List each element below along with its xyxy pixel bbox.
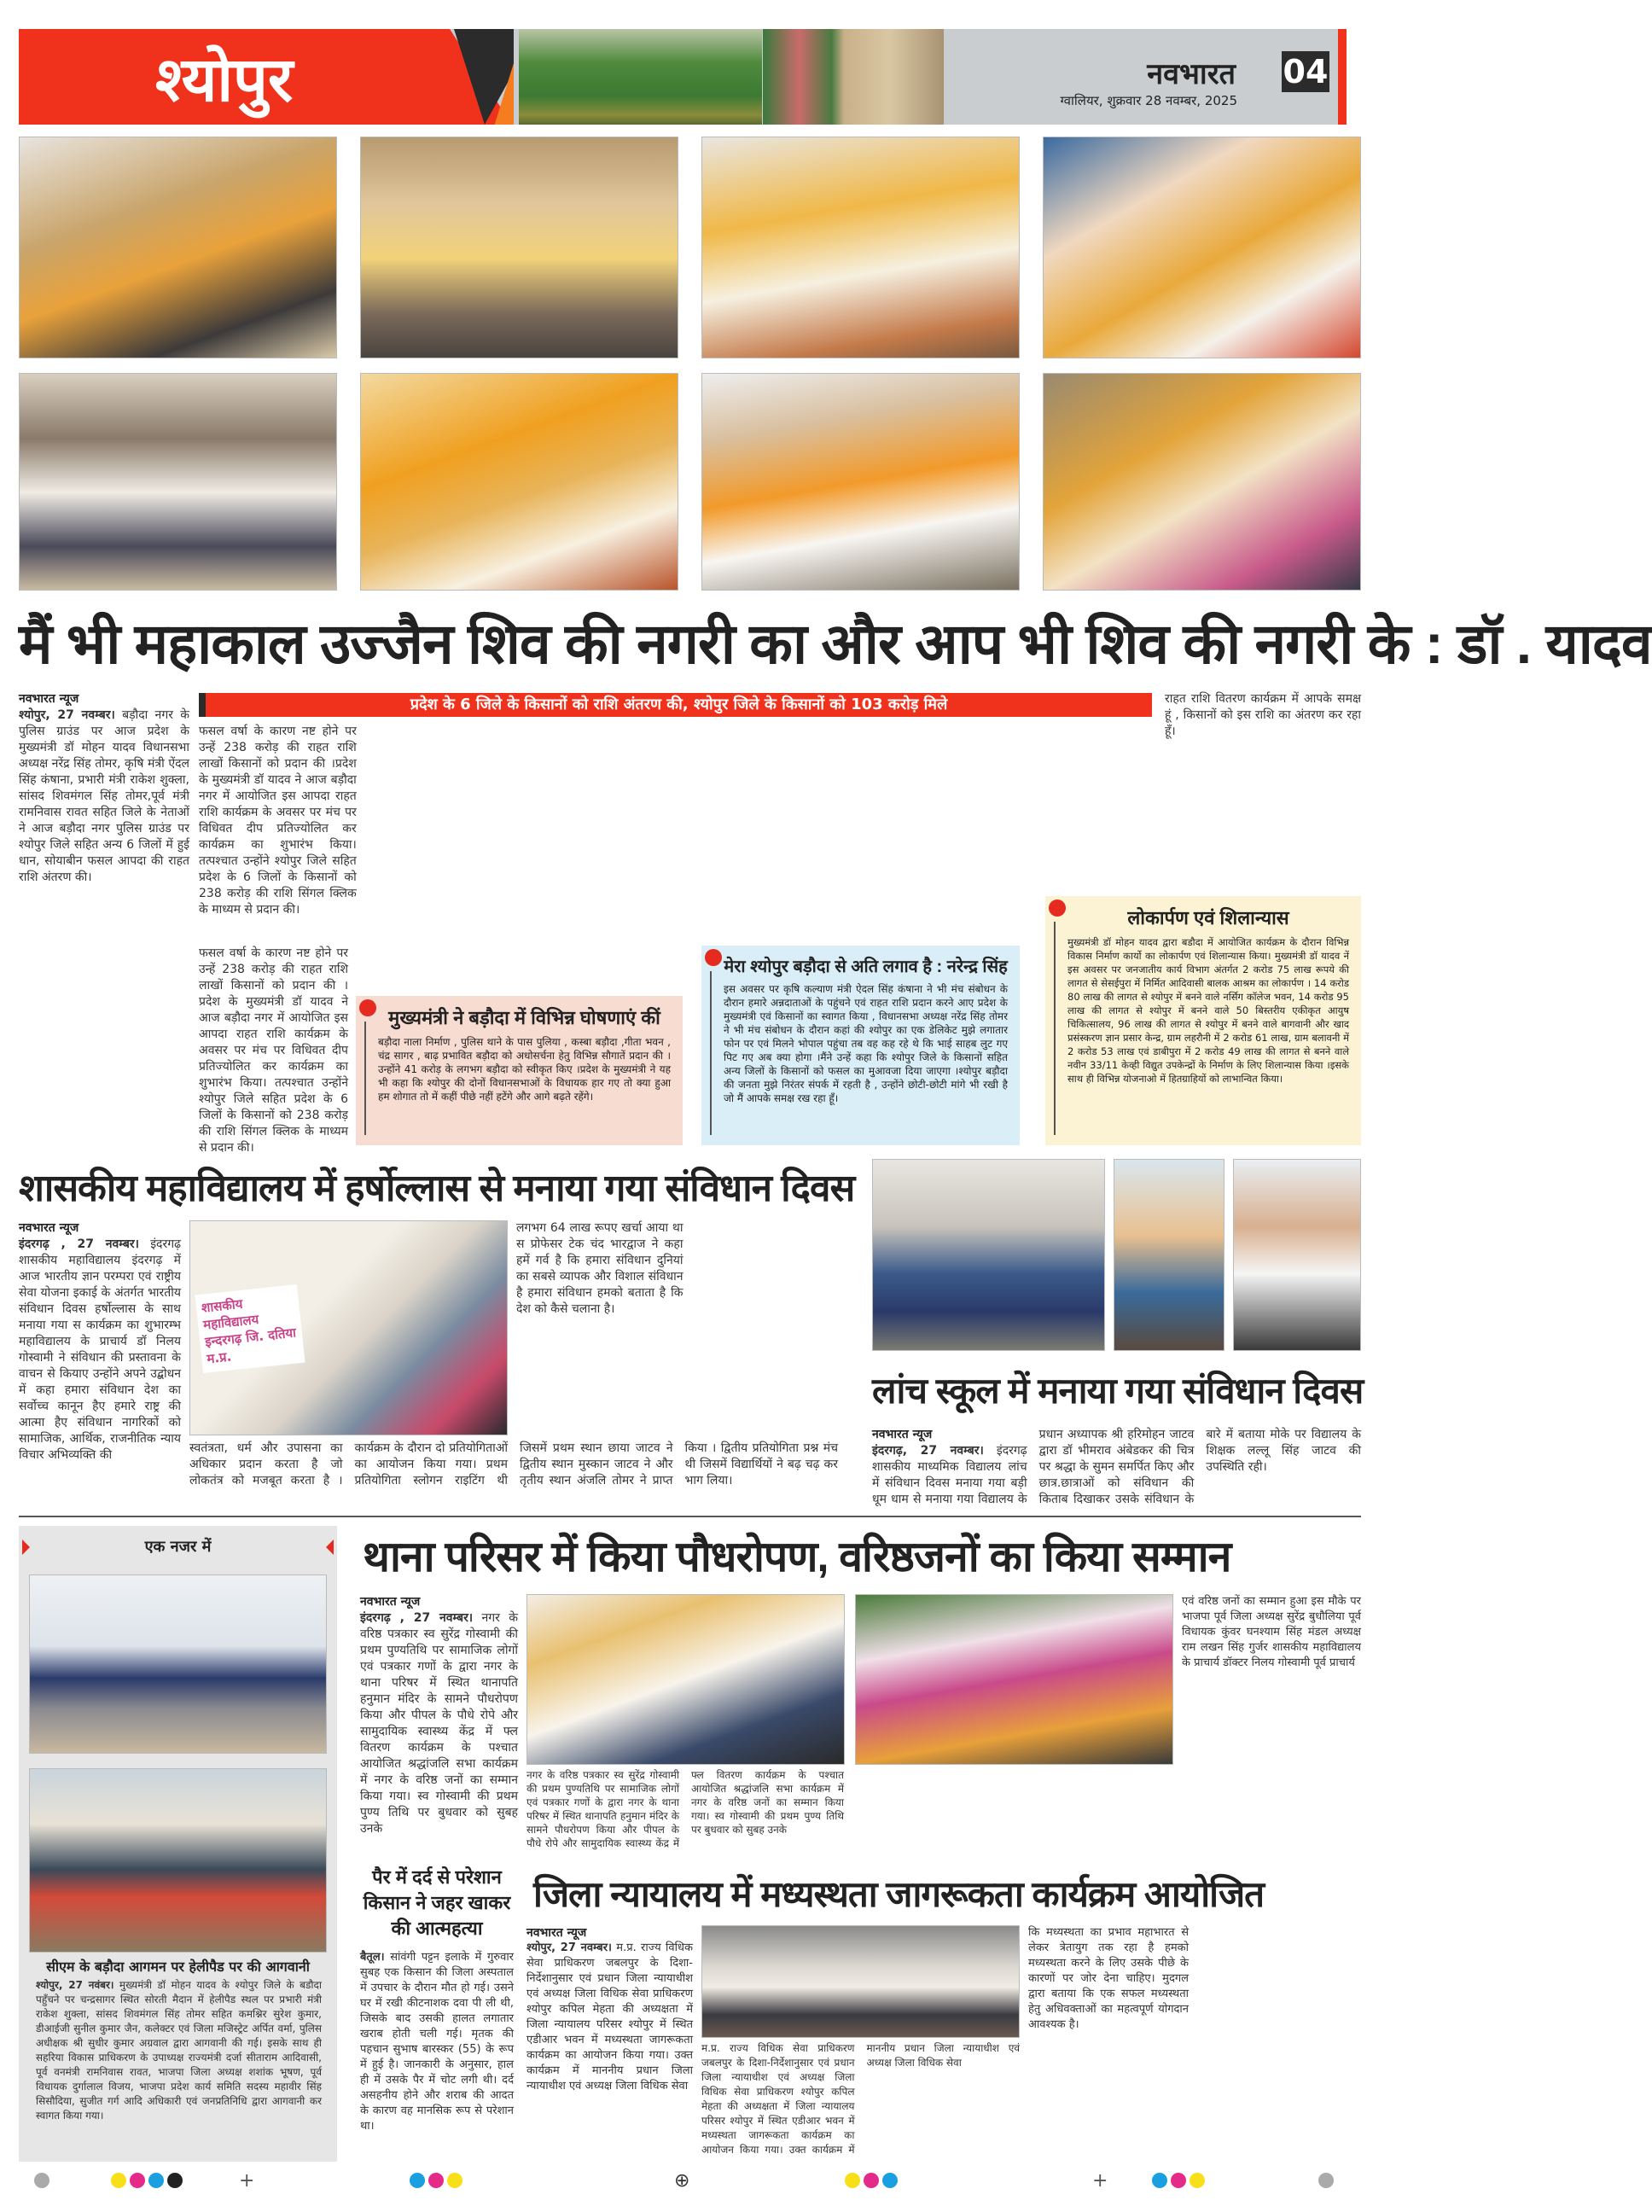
- lead-subhead: प्रदेश के 6 जिले के किसानों को राशि अंतरण की, श्योपुर जिले के किसानों को 103 करोड़ मिले: [410, 696, 948, 713]
- body-text: इंदरगढ़ शासकीय माध्यमिक विद्यालय लांच में संविधान दिवस मनाया गया बड़ी धूम धाम से मनाया गया विद्यालय के प्रधान अध्यापक श्री हरिमोहन जाटव द्वारा डॉ भीमराव अंबेडकर की चित्र पर श्रद्धा के सुमन समर्पित किए और छात्र.छात्राओं को संविधान की किताब दिखाकर उसके संविधान के बारे में बताया मोके पर विद्यालय के शिक्षक लल्लू सिंह जाटव की उपस्थिति रही।: [872, 1428, 1361, 1506]
- event-photo-3: [701, 137, 1020, 358]
- college-story-body3: [516, 1220, 862, 1500]
- quote-mark-icon: [705, 949, 722, 966]
- plantation-photo: [855, 1594, 1173, 1765]
- dateline: श्योपुर, 27 नवम्बर।: [526, 1941, 612, 1954]
- helicopter-photo: [29, 1575, 327, 1754]
- dateline: श्योपुर, 27 नवंबर।: [36, 1979, 114, 1991]
- dateline: श्योपुर, 27 नवम्बर।: [19, 708, 115, 722]
- welcome-photo: [29, 1768, 327, 1953]
- school-headline: लांच स्कूल में मनाया गया संविधान दिवस: [872, 1371, 1364, 1411]
- dateline: इंदरगढ़, 27 नवम्बर।: [872, 1444, 984, 1458]
- byline: नवभारत न्यूज: [526, 1926, 587, 1940]
- byline: नवभारत न्यूज: [872, 1428, 933, 1441]
- body-text: राहत राशि वितरण कार्यक्रम में आपके समक्ष हूं , किसानों को इस राशि का अंतरण कर रहा हूँ।: [1165, 692, 1361, 738]
- masthead: [19, 29, 1347, 125]
- court-program-photo: [701, 1925, 1020, 2038]
- body-text: फसल वर्षा के कारण नष्ट होने पर उन्हें 238 करोड़ की राहत राशि लाखों किसानों को प्रदान की ।प्रदेश के मुख्यमंत्री डॉ यादव ने आज बड़ौदा नगर में आयोजित इस आपदा राहत राशि कार्यक्रम के अवसर पर मंच पर विधिवत दीप प्रतिज्योलित कर कार्यक्रम का शुभारंभ किया। तत्पश्चात उन्होंने श्योपुर जिले सहित प्रदेश के 6 जिलों के किसानों को 238 करोड़ की राशि सिंगल क्लिक के माध्यम से प्रदान की।: [199, 946, 348, 1155]
- lead-subhead-bar: [199, 693, 1152, 717]
- section-divider: [19, 1516, 1361, 1517]
- dateline: इंदरगढ़ , 27 नवम्बर।: [360, 1611, 474, 1625]
- teacher-photo-2: [1233, 1159, 1361, 1351]
- court-story-col1: [526, 1925, 693, 2163]
- thana-story-under-photos: [526, 1768, 1173, 1854]
- box-title: लोकार्पण एवं शिलान्यास: [1127, 907, 1289, 928]
- lead-headline: मैं भी महाकाल उज्जैन शिव की नगरी का और आप भी शिव की नगरी के : डॉ . यादव: [19, 612, 1652, 675]
- box-rule: [710, 971, 712, 1135]
- page-number: 04: [1283, 53, 1329, 90]
- event-photo-5: [19, 373, 337, 591]
- dateline: इंदरगढ़ , 27 नवम्बर।: [19, 1237, 139, 1251]
- box-rule: [1054, 922, 1056, 1135]
- crop-mark: +: [239, 2169, 255, 2192]
- body-text: नगर के वरिष्ठ पत्रकार स्व सुरेंद्र गोस्वामी की प्रथम पुण्यतिथि पर सामाजिक लोगों एवं पत्रकार गणों के द्वारा नगर के थाना परिषर में स्थित थानापति हनुमान मंदिर के सामने पौधरोपण किया और पीपल के पौधे रोपे और सामुदायिक स्वास्थ्य केंद्र में फ्ल वितरण कार्यक्रम के पश्चात आयोजित श्रद्धांजलि सभा कार्यक्रम में नगर के वरिष्ठ जनों का सम्मान किया गया। स्व गोस्वामी की प्रथम पुण्य तिथि पर बुधवार को सुबह उनके: [360, 1611, 518, 1836]
- box-body: इस अवसर पर कृषि कल्याण मंत्री ऐदल सिंह कंषाना ने भी मंच संबोधन के दौरान हमारे अन्नदाताओं के पहुंचने एवं राहत राशि प्रदान करने आए प्रदेश के मुख्यमंत्री एवं किसानों का स्वागत किया , विधानसभा अध्यक्ष नरेंद्र सिंह तोमर ने भी मंच संबोधन के दौरान कहां की श्योपुर का एक डेलिकेट मुझे लगातार फोन पर एवं मिलने भोपाल पहुंचा तब वह कह रहे थे कि भाई साहब लुट गए पिट गए अब क्या होगा ।मैंने उन्हें कहा कि श्योपुर जिले के किसानों सहित अन्य जिलों के किसानों को फसल का मुआवजा दिया जाएगा ।श्योपुर बड़ौदा की जनता मुझे निरंतर संपर्क में रहती है , उन्होंने छोटी-छोटी मांगे भी रखी है जो मैं आपके समक्ष रख रहा हूँ।: [724, 983, 1008, 1104]
- arrow-left-icon: [22, 1540, 30, 1555]
- box-body: बड़ौदा नाला निर्माण , पुलिस थाने के पास पुलिया , कस्बा बड़ौदा ,गीता भवन , चंद्र सागर , बाढ़ प्रभावित बड़ौदा को अधोसर्चना हेतु विभिन्न सौगातें प्रदान की ।उन्होंने 41 करोड़ के लगभग बड़ौदा को स्वीकृत किए ।प्रदेश के मुख्यमंत्री ने यह भी कहा कि श्योपुर की दोनों विधानसभाओं के विधायक हार गए तो क्या हुआ हम शोगात तो में कहीं पीछे नहीं हटेंगे और आगे बढ़ते रहेंगे।: [378, 1036, 671, 1103]
- narendra-box: [701, 946, 1020, 1145]
- dateline: ग्वालियर, शुक्रवार 28 नवम्बर, 2025: [1060, 93, 1237, 108]
- box-rule: [364, 1022, 366, 1135]
- body-text: मुख्यमंत्री डॉ मोहन यादव के श्योपुर जिले के बडौदा पहुँचने पर चन्द्रसागर स्थित सोरती मैदान में हेलीपैड स्थल पर प्रभारी मंत्री राकेश शुक्ला, सांसद शिवमंगल सिंह तोमर सहित कमश्निर सुरेश कुमार, डीआईजी सुनील कुमार जैन, कलेक्टर एवं जिला मजिस्ट्रेट अर्पित वर्मा, पुलिस अधीक्षक श्री सुधीर कुमार अग्रवाल द्वारा आगवानी की गई। इसके साथ ही सहरिया विकास प्राधिकरण के उपाध्यक्ष राज्यमंत्री दर्जा सीताराम आदिवासी, पूर्व वनमंत्री रामनिवास रावत, भाजपा जिला अध्यक्ष शशांक भूषण, पूर्व विधायक दुर्गालाल विजय, भाजपा प्रदेश कार्य समिति सदस्य महावीर सिंह सिसौदिया, सुजीत गर्ग आदि अधिकारी एवं जनप्रतिनिधि द्वारा आगवानी कर स्वागत किया गया।: [36, 1979, 322, 2122]
- byline: नवभारत न्यूज: [19, 692, 79, 706]
- body-text: इंदरगढ़ शासकीय महाविद्यालय इंदरगढ़ में आज भारतीय ज्ञान परम्परा एवं राष्ट्रीय सेवा योजना इकाई के अंतर्गत भारतीय संविधान दिवस हर्षोल्लास के साथ मनाया गया स कार्यक्रम का शुभारम्भ महाविद्यालय के प्राचार्य डॉ निलय गोस्वामी ने संविधान की प्रस्तावना के वाचन से कियाए उन्होंने अपने उद्बोधन में कहा हमारा संविधान देश का सर्वोच्च कानून हैए हमारे राष्ट्र की आत्मा हैए संविधान नागरिकों को सामाजिक, आर्थिक, राजनीतिक न्याय विचार अभिव्यक्ति की: [19, 1237, 181, 1462]
- sidebar-caption: [36, 1978, 322, 2153]
- registration-marks-left: [34, 2172, 49, 2189]
- crop-mark: +: [1092, 2169, 1108, 2192]
- thana-story-col1: [360, 1594, 518, 1854]
- dateline: बैतूल।: [360, 1951, 385, 1964]
- thana-headline: थाना परिसर में किया पौधरोपण, वरिष्ठजनों का किया सम्मान: [363, 1533, 1231, 1580]
- quote-mark-icon: [1049, 899, 1066, 917]
- inauguration-box: [1045, 896, 1361, 1145]
- event-photo-6: [360, 373, 678, 591]
- cheetah-photo: [763, 29, 944, 125]
- college-story-body2: [189, 1441, 838, 1500]
- court-headline: जिला न्यायालय में मध्यस्थता जागरूकता कार्यक्रम आयोजित: [533, 1874, 1265, 1914]
- body-text: म.प्र. राज्य विधिक सेवा प्राधिकरण जबलपुर के दिशा-निर्देशानुसार एवं प्रधान जिला न्यायाधीश एवं अध्यक्ष जिला विधिक सेवा प्राधिकरण श्योपुर कपिल मेहता की अध्यक्षता में जिला न्यायालय परिसर श्योपुर में स्थित एडीआर भवन में मध्यस्थता जागरूकता कार्यक्रम का आयोजन किया गया। उक्त कार्यक्रम में माननीय प्रधान जिला न्यायाधीश एवं अध्यक्ष जिला विधिक सेवा: [526, 1941, 693, 2093]
- event-photo-8: [1043, 373, 1361, 591]
- paper-name: नवभारत: [1147, 58, 1236, 90]
- color-bar: [1152, 2172, 1205, 2189]
- lead-story-col1: [19, 691, 189, 1145]
- event-photo-1: [19, 137, 337, 358]
- color-bar: [111, 2172, 183, 2189]
- registration-mark-center: ⊕: [674, 2169, 690, 2192]
- lead-story-body: [199, 724, 1035, 941]
- body-text: नगर के वरिष्ठ पत्रकार स्व सुरेंद्र गोस्वामी की प्रथम पुण्यतिथि पर सामाजिक लोगों एवं पत्रकार गणों के द्वारा नगर के थाना परिषर में स्थित थानापति हनुमान मंदिर के सामने पौधरोपण किया और पीपल के पौधे रोपे और सामुदायिक स्वास्थ्य केंद्र में फ्ल वितरण कार्यक्रम के पश्चात आयोजित श्रद्धांजलि सभा कार्यक्रम में नगर के वरिष्ठ जनों का सम्मान किया गया। स्व गोस्वामी की प्रथम पुण्य तिथि पर बुधवार को सुबह उनके: [526, 1769, 844, 1849]
- color-bar: [845, 2172, 898, 2189]
- byline: नवभारत न्यूज: [360, 1595, 421, 1609]
- arrow-right-icon: [326, 1540, 334, 1555]
- court-story-under-photo: [701, 2041, 1020, 2163]
- byline: नवभारत न्यूज: [19, 1221, 79, 1235]
- court-story-right: [1028, 1925, 1361, 2163]
- event-photo-7: [701, 373, 1020, 591]
- body-text: एवं वरिष्ठ जनों का सम्मान हुआ इस मौके पर भाजपा पूर्व जिला अध्यक्ष सुरेंद्र बुधौलिया पूर्व विधायक कुंवर घनश्याम सिंह मंडल अध्यक्ष राम लखन सिंह गुर्जर शासकीय महाविद्यालय के प्राचार्य डॉक्टर निलय गोस्वामी पूर्व प्राचार्य: [1182, 1595, 1361, 1669]
- color-bar: [410, 2172, 462, 2189]
- body-text: म.प्र. राज्य विधिक सेवा प्राधिकरण जबलपुर के दिशा-निर्देशानुसार एवं प्रधान जिला न्यायाधीश एवं अध्यक्ष जिला विधिक सेवा प्राधिकरण श्योपुर कपिल मेहता की अध्यक्षता में जिला न्यायालय परिसर श्योपुर में स्थित एडीआर भवन में मध्यस्थता जागरूकता कार्यक्रम का आयोजन किया गया। उक्त कार्यक्रम में माननीय प्रधान जिला न्यायाधीश एवं अध्यक्ष जिला विधिक सेवा: [701, 2042, 1020, 2156]
- body-text: लगभग 64 लाख रूपए खर्चा आया था स प्रोफेसर टेक चंद भारद्वाज ने कहा हमें गर्व है कि हमारा संविधान दुनियां का सबसे व्यापक और विशाल संविधान है हमारा संविधान हमको बताता है कि देश को कैसे चलाना है।: [516, 1221, 683, 1316]
- event-photo-4: [1043, 137, 1361, 358]
- lead-story-right-col: [1165, 691, 1361, 889]
- box-title: मुख्यमंत्री ने बड़ौदा में विभिन्न घोषणाएं कीं: [388, 1007, 660, 1028]
- body-text: स्वतंत्रता, धर्म और उपासना का अधिकार प्रदान करता है जो लोकतंत्र को मजबूत करता है । कार्यक्रम के दौरान दो प्रतियोगिताओं का आयोजन किया गया। प्रथम प्रतियोगिता स्लोगन राइटिंग थी जिसमें प्रथम स्थान छाया जाटव ने द्वितीय स्थान मुस्कान जाटव ने और तृतीय स्थान अंजलि तोमर ने प्राप्त किया । द्वितीय प्रतियोगिता प्रश्न मंच थी जिसमें विद्यार्थियों ने बढ़ चढ़ कर भाग लिया।: [189, 1441, 838, 1487]
- college-sign: शासकीय महाविद्यालय इन्दरगढ़ जि. दतिया म.प्र.: [195, 1284, 305, 1373]
- event-photo-2: [360, 137, 678, 358]
- quote-mark-icon: [359, 999, 376, 1016]
- lead-story-col-narrow: [199, 946, 348, 1155]
- masthead-red-edge: [1338, 29, 1347, 125]
- farmer-headline: पैर में दर्द से परेशान किसान ने जहर खाकर की आत्महत्या: [363, 1866, 511, 1939]
- sidebar-caption-title: सीएम के बड़ौदा आगमन पर हेलीपैड पर की आगवानी: [46, 1959, 310, 1975]
- body-text: कि मध्यस्थता का प्रभाव महाभारत से लेकर त्रेतायुग तक रहा है हमको मध्यस्थता करने के लिए उसके पीछे के कारणों पर जोर देना चाहिए। मुदगल द्वारा बताया कि एक सफल मध्यस्थता हेतु अधिवक्ताओं का महत्वपूर्ण योगदान आवश्यक है।: [1028, 1926, 1189, 2031]
- announcements-box: [356, 996, 683, 1145]
- farm-photo: [519, 29, 762, 125]
- felicitation-photo: [526, 1594, 845, 1765]
- college-headline: शासकीय महाविद्यालय में हर्षोल्लास से मनाया गया संविधान दिवस: [19, 1167, 855, 1209]
- college-story-col1: [19, 1220, 181, 1500]
- school-story-body: [872, 1427, 1361, 1512]
- thana-story-right-col: [1182, 1594, 1361, 1854]
- ek-nazar-sidebar: [19, 1526, 337, 2162]
- farmer-story-body: [360, 1950, 514, 2163]
- box-body: मुख्यमंत्री डॉ मोहन यादव द्वारा बडौदा में आयोजित कार्यक्रम के दौरान विभिन्न विकास निर्माण कार्यो का लोकार्पण एवं शिलान्यास किया। मुख्यमंत्री डॉ यादव नें इस अवसर पर जनजातीय कार्य विभाग अंतर्गत 2 करोड 75 लाख रूपये की लागत से सेसईपुरा में निर्मित आदिवासी बालक आश्रम का लोकार्पण । 14 करोड 80 लाख की लागत से श्योपुर में बनने वाले नर्सिग कॉलेज भवन, 14 करोड 95 लाख की लागत से श्योपुर में बनने वाले 50 बिस्तरीय एकीकृत आयुष चिकित्सालय, 96 लाख की लागत से श्योपुर में बनने वाले बागवानी और खाद प्रसंस्करण ज्ञान प्रसार केन्द्र, ग्राम लहरौनी में 2 करोड 61 लाख, ग्राम बलावनी में 2 करोड 53 लाख एवं डाबीपुरा में 2 करोड 49 लाख की लागत से बनने वाले नवीन 33/11 केव्ही विद्युत उपकेन्द्रों के निर्माण के लिए शिलान्यास किया ।इसके साथ ही विभिन्न योजनाओ में हितग्राहियों को लाभान्वित किया।: [1067, 936, 1349, 1085]
- box-title: मेरा श्योपुर बड़ौदा से अति लगाव है : नरेन्द्र सिंह: [724, 958, 1008, 976]
- body-text: बड़ौदा नगर के पुलिस ग्राउंड पर आज प्रदेश के मुख्यमंत्री डॉ मोहन यादव विधानसभा अध्यक्ष नरेंद्र सिंह तोमर, कृषि मंत्री ऐंदल सिंह कंषाना, प्रभारी मंत्री राकेश शुक्ला, सांसद शिवमंगल सिंह तोमर,पूर्व मंत्री रामनिवास रावत सहित जिले के नेताओं ने आज बड़ौदा नगर पुलिस ग्राउंड पर श्योपुर जिले सहित अन्य 6 जिलों में हुई धान, सोयाबीन फसल आपदा की राहत राशि अंतरण की।: [19, 708, 189, 884]
- school-students-photo: [872, 1159, 1105, 1351]
- body-text: फसल वर्षा के कारण नष्ट होने पर उन्हें 238 करोड़ की राहत राशि लाखों किसानों को प्रदान की ।प्रदेश के मुख्यमंत्री डॉ यादव ने आज बड़ौदा नगर में आयोजित इस आपदा राहत राशि कार्यक्रम के अवसर पर मंच पर विधिवत दीप प्रतिज्योलित कर कार्यक्रम का शुभारंभ किया। तत्पश्चात उन्होंने श्योपुर जिले सहित प्रदेश के 6 जिलों के किसानों को 238 करोड़ की राशि सिंगल क्लिक के माध्यम से प्रदान की।: [199, 725, 357, 917]
- college-event-photo: [189, 1220, 508, 1435]
- section-title: श्योपुर: [155, 46, 294, 114]
- sidebar-title: एक नजर में: [144, 1538, 212, 1556]
- body-text: सांवंगी पट्टन इलाके में गुरुवार सुबह एक किसान की जिला अस्पताल में उपचार के दौरान मौत हो गई। उसने घर में रखी कीटनाशक दवा पी ली थी, जिसके बाद उसकी हालत लगातार खराब होती चली गई। मृतक की पहचान सुभाष बारस्कर (55) के रूप में हुई है। जानकारी के अनुसार, हाल ही में उसके पैर में चोट लगी थी। दर्द असहनीय होने और शराब की आदत के कारण वह मानसिक रूप से परेशान था।: [360, 1951, 514, 2133]
- teacher-photo-1: [1114, 1159, 1224, 1351]
- registration-marks-right: [1318, 2172, 1334, 2189]
